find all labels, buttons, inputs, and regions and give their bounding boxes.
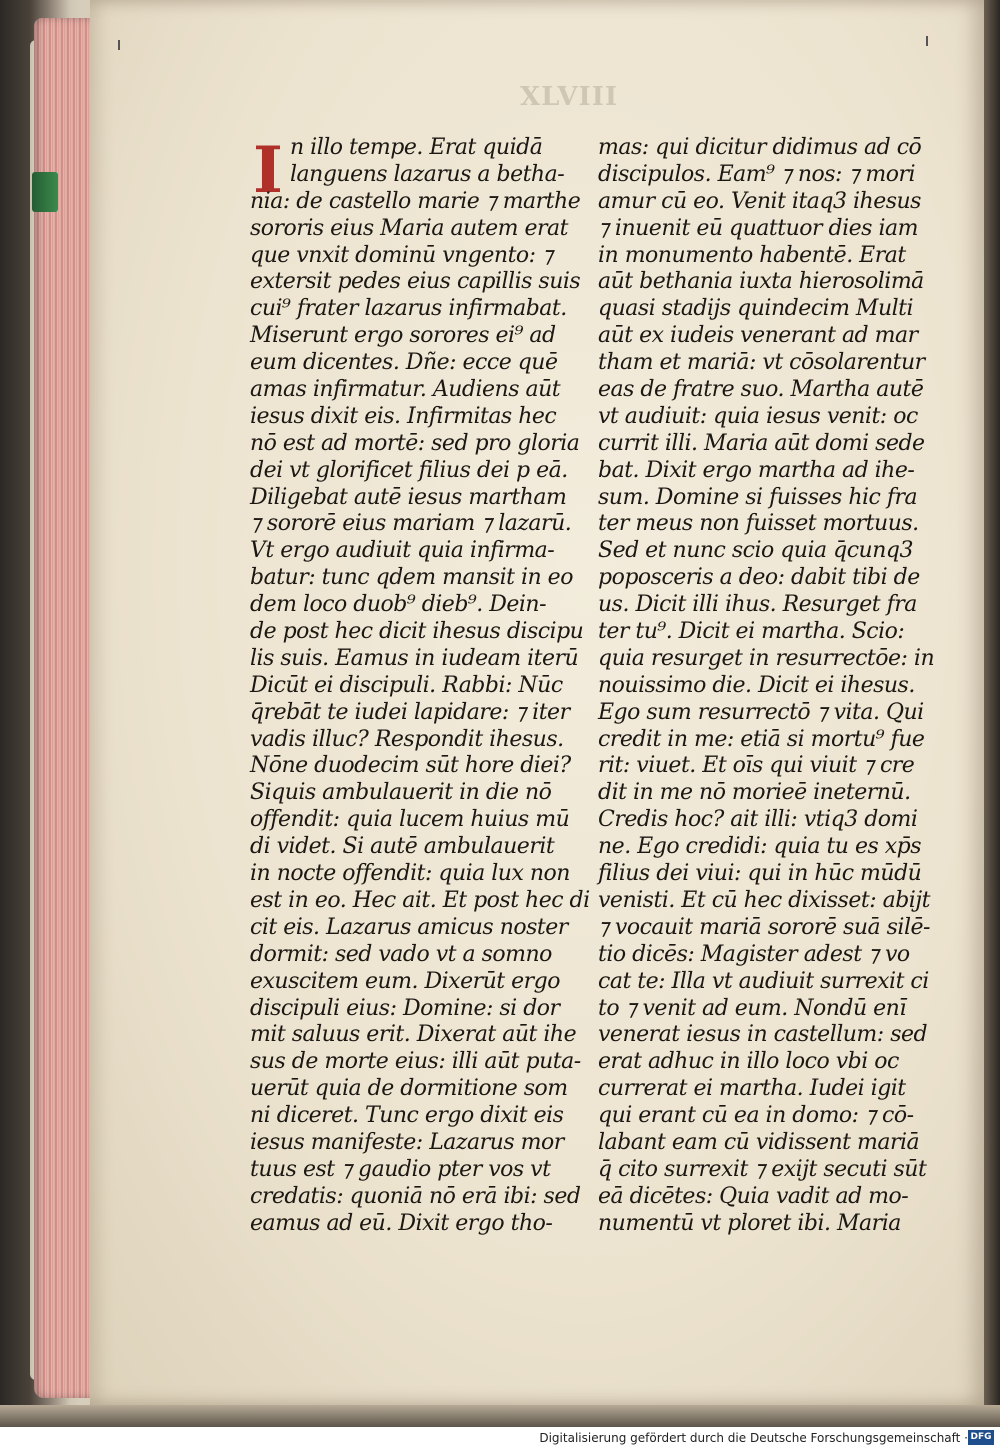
- text-line: Ego sum resurrectō ⁊ vita. Qui: [598, 699, 924, 725]
- text-line: eas de fratre suo. Martha autē: [598, 377, 924, 403]
- text-line: eum dicentes. Dñe: ecce quē: [250, 350, 558, 376]
- text-line: exuscitem eum. Dixerūt ergo: [250, 968, 560, 994]
- text-line: extersit pedes eius capillis suis: [250, 269, 581, 295]
- text-line: de post hec dicit ihesus discipu: [250, 619, 584, 645]
- text-line: offendit: quia lucem huius mū: [250, 807, 570, 833]
- text-line: sum. Domine si fuisses hic fra: [598, 484, 918, 510]
- text-line: q̄rebāt te iudei lapidare: ⁊ iter: [250, 699, 570, 725]
- text-column-right: [598, 135, 938, 1238]
- text-line: aūt bethania iuxta hierosolimā: [598, 269, 924, 295]
- text-line: venisti. Et cū hec dixisset: abijt: [598, 887, 930, 913]
- text-line: ter tu⁹. Dicit ei martha. Scio:: [598, 619, 905, 645]
- right-gutter: [984, 0, 1000, 1425]
- text-line: uerūt quia de dormitione som: [250, 1076, 568, 1102]
- text-line: Credis hoc? ait illi: vtiq3 domi: [598, 807, 918, 833]
- folio-number: XLVIII: [520, 82, 619, 112]
- text-line: Sed et nunc scio quia q̄cunq3: [598, 538, 913, 564]
- text-line: languens lazarus a betha-: [290, 161, 565, 187]
- text-line: amur cū eo. Venit itaq3 ihesus: [598, 188, 921, 214]
- text-line: est in eo. Hec ait. Et post hec di: [250, 887, 590, 913]
- text-line: sus de morte eius: illi aūt puta-: [250, 1049, 581, 1075]
- text-line: us. Dicit illi ihus. Resurget fra: [598, 592, 917, 618]
- text-line: Siquis ambulauerit in die nō: [250, 780, 552, 806]
- text-line: tuus est ⁊ gaudio pter vos vt: [250, 1156, 551, 1182]
- text-line: venerat iesus in castellum: sed: [598, 1022, 928, 1048]
- text-line: dem loco duob⁹ dieb⁹. Dein-: [250, 592, 547, 618]
- rubricated-initial: I: [253, 133, 283, 208]
- text-line: ⁊ vocauit mariā sororē suā silē-: [598, 914, 930, 940]
- text-line: vt audiuit: quia iesus venit: oc: [598, 403, 918, 429]
- text-line: nouissimo die. Dicit ei ihesus.: [598, 672, 915, 698]
- text-line: cit eis. Lazarus amicus noster: [250, 914, 568, 940]
- text-line: tham et mariā: vt cōsolarentur: [598, 350, 925, 376]
- text-line: nō est ad mortē: sed pro gloria: [250, 430, 580, 456]
- text-line: rit: viuet. Et oīs qui viuit ⁊ cre: [598, 753, 915, 779]
- text-line: ter meus non fuisset mortuus.: [598, 511, 919, 537]
- text-line: mit saluus erit. Dixerat aūt ihe: [250, 1022, 577, 1048]
- text-line: in monumento habentē. Erat: [598, 242, 906, 268]
- text-line: ni diceret. Tunc ergo dixit eis: [250, 1103, 564, 1129]
- text-line: sororis eius Maria autem erat: [250, 215, 568, 241]
- text-line: in nocte offendit: quia lux non: [250, 861, 570, 887]
- text-line: nia: de castello marie ⁊ marthe: [250, 188, 581, 214]
- text-line: ne. Ego credidi: quia tu es xp̄s: [598, 834, 922, 860]
- text-line: discipulos. Eam⁹ ⁊ nos: ⁊ mori: [598, 161, 916, 187]
- margin-mark: [926, 36, 928, 46]
- text-line: eamus ad eū. Dixit ergo tho-: [250, 1210, 553, 1236]
- text-line: credit in me: etiā si mortu⁹ fue: [598, 726, 925, 752]
- dfg-logo: DFG: [968, 1430, 994, 1445]
- text-line: labant eam cū vidissent mariā: [598, 1129, 920, 1155]
- text-line: poposceris a deo: dabit tibi de: [598, 565, 920, 591]
- text-line: iesus manifeste: Lazarus mor: [250, 1129, 564, 1155]
- text-line: erat adhuc in illo loco vbi oc: [598, 1049, 899, 1075]
- text-line: ⁊ inuenit eū quattuor dies iam: [598, 215, 918, 241]
- bottom-page-edge: [0, 1405, 1000, 1427]
- text-line: qui erant cū ea in domo: ⁊ cō-: [598, 1103, 914, 1129]
- text-line: quasi stadijs quindecim Multi: [598, 296, 914, 322]
- text-line: dormit: sed vado vt a somno: [250, 941, 552, 967]
- text-line: eā dicētes: Quia vadit ad mo-: [598, 1183, 909, 1209]
- text-line: amas infirmatur. Audiens aūt: [250, 377, 561, 403]
- text-line: aūt ex iudeis venerant ad mar: [598, 323, 918, 349]
- text-line: ⁊ sororē eius mariam ⁊ lazarū.: [250, 511, 572, 537]
- text-line: Nōne duodecim sūt hore diei?: [250, 753, 571, 779]
- text-line: quia resurget in resurrectōe: in: [598, 645, 935, 671]
- text-line: numentū vt ploret ibi. Maria: [598, 1210, 901, 1236]
- text-line: currit illi. Maria aūt domi sede: [598, 430, 925, 456]
- text-line: discipuli eius: Domine: si dor: [250, 995, 560, 1021]
- text-line: mas: qui dicitur didimus ad cō: [598, 135, 922, 160]
- text-line: iesus dixit eis. Infirmitas hec: [250, 403, 557, 429]
- text-line: tio dicēs: Magister adest ⁊ vo: [598, 941, 910, 967]
- text-line: batur: tunc qdem mansit in eo: [250, 565, 573, 591]
- text-line: cui⁹ frater lazarus infirmabat.: [250, 296, 567, 322]
- text-line: que vnxit dominū vngento: ⁊: [250, 242, 553, 268]
- text-line: bat. Dixit ergo martha ad ihe-: [598, 457, 915, 483]
- text-line: to ⁊ venit ad eum. Nondū enī: [598, 995, 906, 1021]
- text-column-left: [250, 135, 590, 1238]
- text-line: Vt ergo audiuit quia infirma-: [250, 538, 555, 564]
- footer-credit: Digitalisierung gefördert durch die Deutsche Forschungsgemeinschaft ·: [539, 1431, 968, 1445]
- text-line: n illo tempe. Erat quidā: [290, 135, 543, 160]
- text-line: lis suis. Eamus in iudeam iterū: [250, 645, 579, 671]
- text-line: credatis: quoniā nō erā ibi: sed: [250, 1183, 581, 1209]
- text-line: dit in me nō morieē ineternū.: [598, 780, 911, 806]
- text-line: q̄ cito surrexit ⁊ exijt secuti sūt: [598, 1156, 927, 1182]
- green-bookmark-tab: [32, 172, 58, 212]
- text-line: filius dei viui: qui in hūc mūdū: [598, 861, 922, 887]
- text-line: cat te: Illa vt audiuit surrexit ci: [598, 968, 929, 994]
- text-line: Diligebat autē iesus martham: [250, 484, 567, 510]
- text-line: dei vt glorificet filius dei p eā.: [250, 457, 568, 483]
- text-line: Miserunt ergo sorores ei⁹ ad: [250, 323, 556, 349]
- text-line: currerat ei martha. Iudei igit: [598, 1076, 906, 1102]
- text-line: di videt. Si autē ambulauerit: [250, 834, 555, 860]
- text-line: vadis illuc? Respondit ihesus.: [250, 726, 564, 752]
- text-line: Dicūt ei discipuli. Rabbi: Nūc: [250, 672, 563, 698]
- margin-mark: [118, 40, 120, 50]
